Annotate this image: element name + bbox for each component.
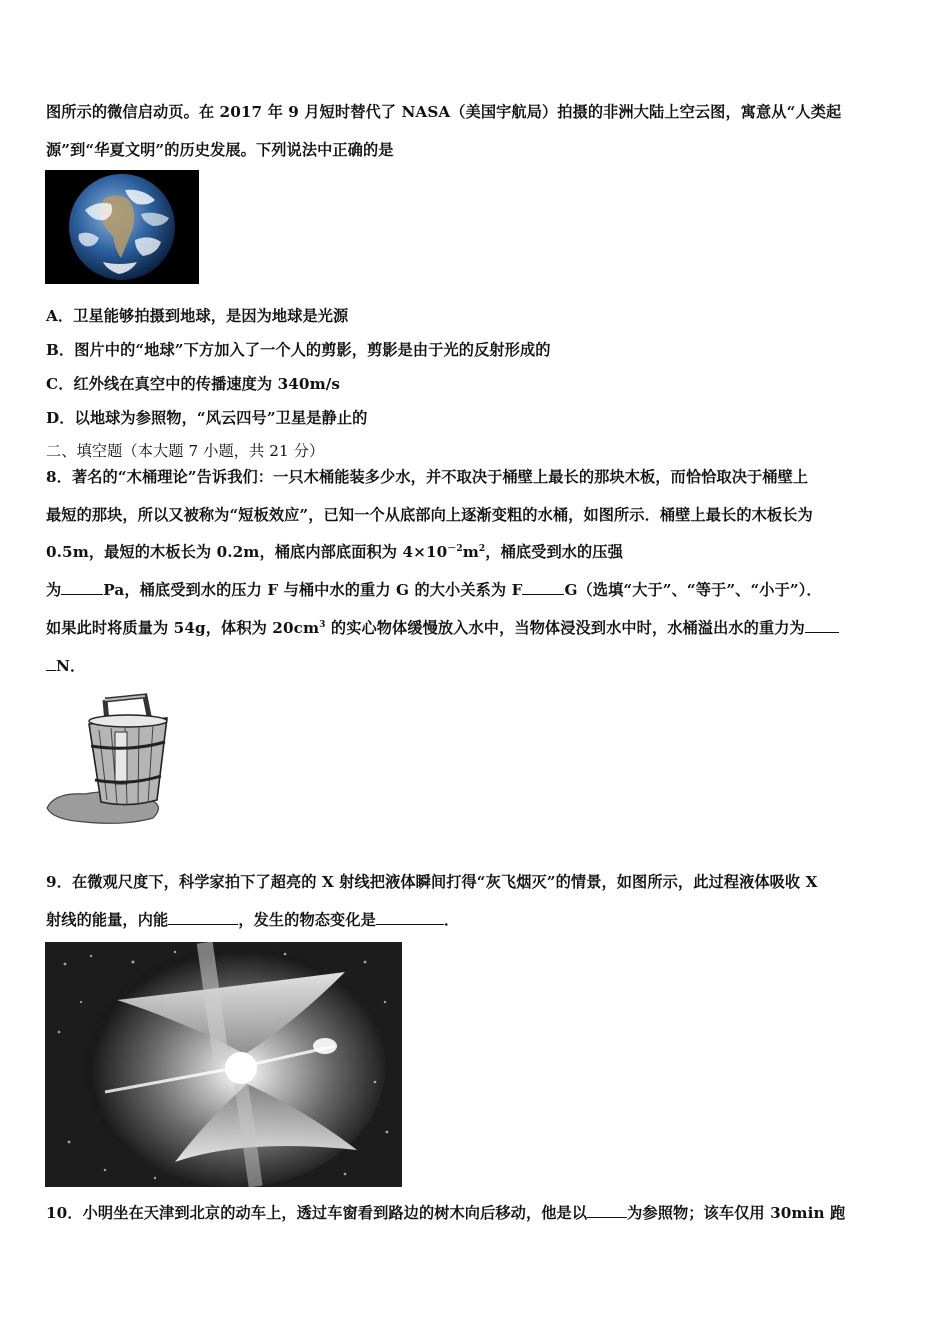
- q9-blank-state-change[interactable]: [376, 910, 444, 925]
- q8-line-1: 8．著名的“木桶理论”告诉我们：一只木桶能装多少水，并不取决于桶壁上最长的那块木板，而恰恰取决于桶壁上: [46, 468, 809, 486]
- q8-line-4-text-b: Pa，桶底受到水的压力 F 与桶中水的重力 G 的大小关系为 F: [103, 581, 523, 599]
- q9-line-2-text-c: ．: [443, 911, 460, 929]
- q8-line-3: [46, 542, 910, 562]
- xray-liquid-photo: [45, 942, 402, 1187]
- q8-line-3-exponent: －2: [447, 543, 463, 554]
- q7-option-a: A．卫星能够拍摄到地球，是因为地球是光源: [46, 307, 349, 325]
- q8-line-3-text-b: m: [462, 543, 479, 561]
- q9-line-2-text-a: 射线的能量，内能: [46, 911, 169, 929]
- q8-blank-relation[interactable]: [522, 580, 564, 595]
- q8-blank-pressure[interactable]: [61, 580, 103, 595]
- q8-line-4-text-c: G（选填“大于”、“等于”、“小于”）．: [564, 581, 822, 599]
- q8-line-5-exponent: 3: [319, 619, 326, 630]
- q8-line-5-text-b: 的实心物体缓慢放入水中，当物体浸没到水中时，水桶溢出水的重力为: [325, 619, 805, 637]
- q7-option-b: B．图片中的“地球”下方加入了一个人的剪影，剪影是由于光的反射形成的: [46, 341, 551, 359]
- q8-line-3-exponent-2: 2: [478, 543, 486, 554]
- q7-line-1: 图所示的微信启动页。在 2017 年 9 月短时替代了 NASA（美国宇航局）拍摄的非洲大陆上空云图，寓意从“人类起: [46, 103, 842, 121]
- q9-line-2-text-b: ，发生的物态变化是: [238, 911, 376, 929]
- q10-line-1-text-b: 为参照物；该车仅用 30min 跑: [627, 1204, 846, 1222]
- q8-line-6: [46, 656, 910, 676]
- q9-line-1: 9．在微观尺度下，科学家拍下了超亮的 X 射线把液体瞬间打得“灰飞烟灭”的情景，如图所示，此过程液体吸收 X: [46, 873, 818, 891]
- q9-blank-internal-energy[interactable]: [168, 910, 238, 925]
- q8-line-3-text-c: ，桶底受到水的压强: [485, 543, 623, 561]
- q8-line-5-text-a: 如果此时将质量为 54g，体积为 20cm: [46, 619, 320, 637]
- q10-line-1-text-a: 10．小明坐在天津到北京的动车上，透过车窗看到路边的树木向后移动，他是以: [46, 1204, 588, 1222]
- section-2-title: 二、填空题（本大题 7 小题，共 21 分）: [46, 442, 325, 460]
- q8-line-4: [46, 580, 910, 600]
- bucket-drawing: [45, 688, 185, 830]
- q7-option-c: C．红外线在真空中的传播速度为 340m/s: [46, 375, 341, 393]
- earth-photo: [45, 170, 199, 284]
- q7-option-d: D．以地球为参照物，“风云四号”卫星是静止的: [46, 409, 368, 427]
- q8-line-2: 最短的那块，所以又被称为“短板效应”，已知一个从底部向上逐渐变粗的水桶，如图所示．桶壁上最长的木板长为: [46, 506, 813, 524]
- q8-blank-overflow-weight-cont[interactable]: [46, 656, 56, 671]
- q9-line-2: [46, 910, 910, 930]
- q8-blank-overflow-weight[interactable]: [805, 618, 839, 633]
- q10-line-1: [46, 1203, 910, 1223]
- q8-line-6-text: N．: [56, 657, 86, 675]
- q8-line-4-text-a: 为: [46, 581, 62, 599]
- q8-line-5: [46, 618, 910, 638]
- q7-line-2: 源”到“华夏文明”的历史发展。下列说法中正确的是: [46, 141, 394, 159]
- q8-line-3-text-a: 0.5m，最短的木板长为 0.2m，桶底内部底面积为 4×10: [46, 543, 448, 561]
- q10-blank-reference[interactable]: [587, 1203, 627, 1218]
